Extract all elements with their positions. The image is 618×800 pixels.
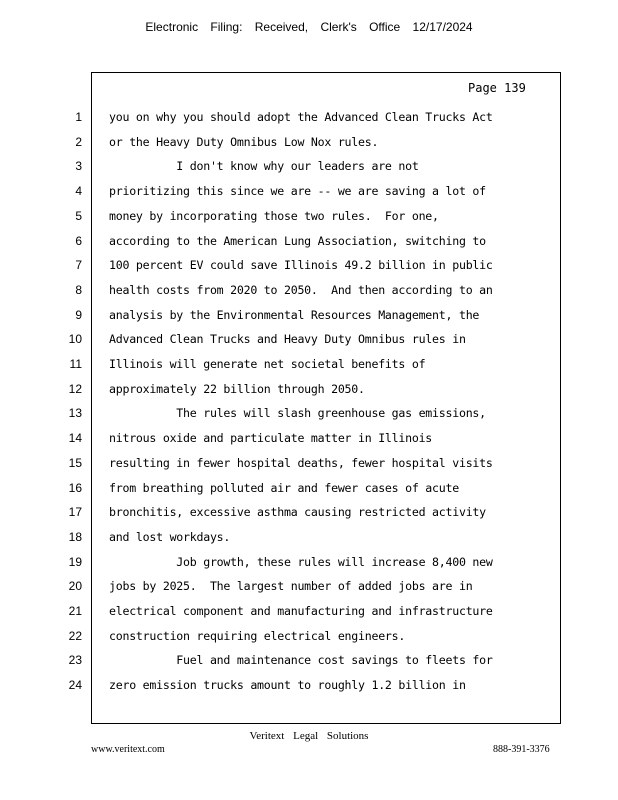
line-text: analysis by the Environmental Resources Management, the — [109, 307, 480, 322]
line-text: nitrous oxide and particulate matter in Illinois — [109, 431, 433, 446]
line-number: 16 — [68, 480, 82, 495]
line-number: 18 — [68, 529, 82, 544]
line-number: 15 — [68, 455, 82, 470]
line-text: I don't know why our leaders are not — [109, 159, 419, 174]
line-text: from breathing polluted air and fewer cases of acute — [109, 480, 459, 495]
line-number: 2 — [75, 134, 82, 149]
line-number: 4 — [75, 184, 82, 199]
transcript-line — [0, 234, 618, 258]
line-number: 21 — [68, 604, 82, 618]
transcript-line — [0, 209, 618, 233]
line-number: 19 — [68, 554, 82, 569]
line-text: you on why you should adopt the Advanced Clean Trucks Act — [109, 110, 493, 124]
transcript-line — [0, 555, 618, 579]
transcript-line — [0, 184, 618, 208]
transcript-line — [0, 481, 618, 505]
line-number: 12 — [68, 381, 82, 396]
line-text: bronchitis, excessive asthma causing restricted activity — [109, 505, 486, 520]
transcript-line — [0, 431, 618, 455]
line-text: 100 percent EV could save Illinois 49.2 billion in public — [109, 258, 493, 273]
footer-company: Veritext Legal Solutions — [249, 730, 369, 742]
line-text: zero emission trucks amount to roughly 1.2 billion in — [109, 678, 466, 693]
line-text: health costs from 2020 to 2050. And then according to an — [109, 282, 493, 297]
transcript-line — [0, 678, 618, 702]
line-text: Advanced Clean Trucks and Heavy Duty Omnibus rules in — [109, 332, 466, 347]
transcript-line — [0, 357, 618, 381]
filing-stamp-header: Electronic Filing: Received, Clerk's Office 12/17/2024 — [145, 20, 473, 34]
line-number: 7 — [75, 258, 82, 273]
line-text: Illinois will generate net societal benefits of — [109, 357, 426, 371]
transcript-line — [0, 110, 618, 134]
line-number: 1 — [75, 110, 82, 124]
line-number: 24 — [68, 678, 82, 693]
line-number: 14 — [68, 431, 82, 446]
footer-website: www.veritext.com — [91, 744, 165, 755]
line-text: Fuel and maintenance cost savings to fleets for — [109, 653, 493, 668]
page-number: Page 139 — [468, 81, 526, 95]
line-number: 6 — [75, 233, 82, 248]
line-text: approximately 22 billion through 2050. — [109, 381, 365, 396]
transcript-line — [0, 505, 618, 529]
line-text: electrical component and manufacturing and infrastructure — [109, 604, 493, 618]
transcript-line — [0, 604, 618, 628]
line-number: 13 — [68, 406, 82, 421]
footer-phone: 888-391-3376 — [493, 744, 550, 755]
line-number: 23 — [68, 653, 82, 668]
transcript-line — [0, 283, 618, 307]
transcript-line — [0, 332, 618, 356]
line-text: Job growth, these rules will increase 8,400 new — [109, 554, 493, 569]
line-number: 9 — [75, 307, 82, 322]
line-text: prioritizing this since we are -- we are saving a lot of — [109, 184, 486, 199]
line-number: 22 — [68, 628, 82, 643]
transcript-line — [0, 530, 618, 554]
line-text: according to the American Lung Association, switching to — [109, 233, 486, 248]
line-number: 17 — [68, 505, 82, 520]
line-text: jobs by 2025. The largest number of added jobs are in — [109, 579, 473, 594]
line-number: 5 — [75, 208, 82, 223]
line-text: money by incorporating those two rules. For one, — [109, 208, 439, 223]
transcript-line — [0, 382, 618, 406]
transcript-line — [0, 258, 618, 282]
line-number: 11 — [69, 357, 82, 371]
transcript-line — [0, 579, 618, 603]
line-number: 3 — [75, 159, 82, 174]
transcript-line — [0, 135, 618, 159]
line-number: 8 — [75, 282, 82, 297]
transcript-line — [0, 456, 618, 480]
transcript-line — [0, 629, 618, 653]
line-text: and lost workdays. — [109, 529, 231, 544]
transcript-line — [0, 159, 618, 183]
line-text: construction requiring electrical engineers. — [109, 628, 406, 643]
transcript-line — [0, 406, 618, 430]
line-text: The rules will slash greenhouse gas emissions, — [109, 406, 486, 421]
transcript-line — [0, 308, 618, 332]
line-text: resulting in fewer hospital deaths, fewer hospital visits — [109, 455, 493, 470]
line-number: 20 — [68, 579, 82, 594]
line-number: 10 — [68, 332, 82, 347]
transcript-line — [0, 653, 618, 677]
line-text: or the Heavy Duty Omnibus Low Nox rules. — [109, 134, 379, 149]
